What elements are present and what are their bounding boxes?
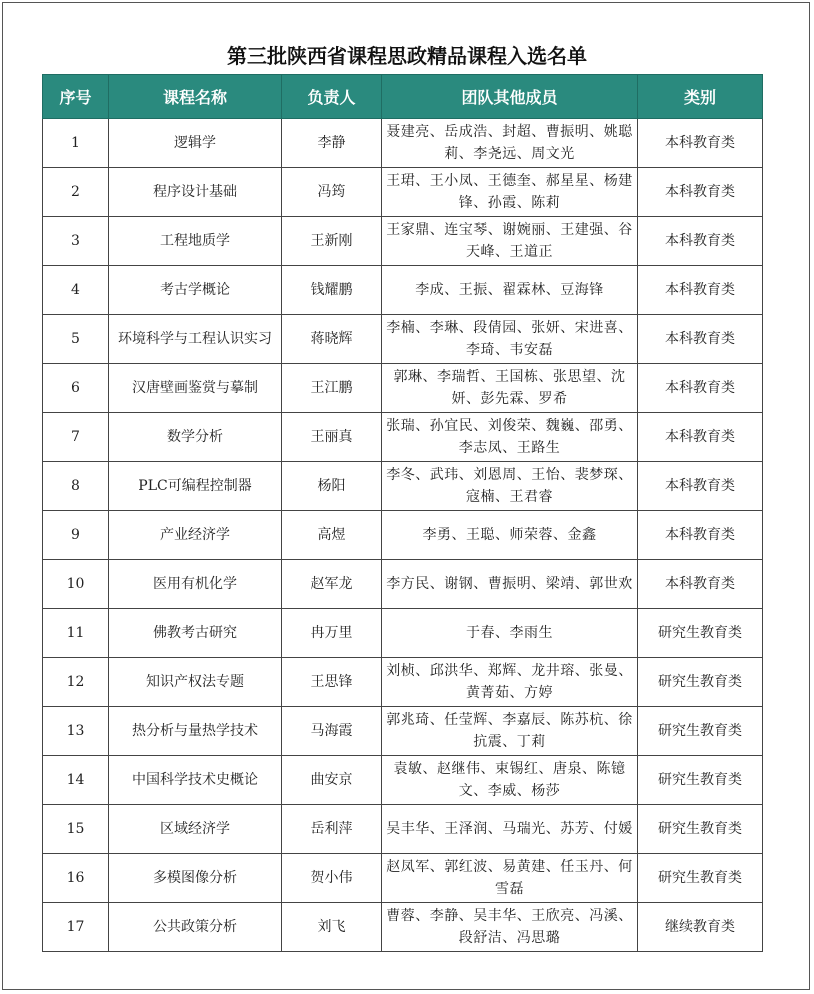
- cell-category: 研究生教育类: [638, 805, 763, 854]
- cell-category: 本科教育类: [638, 462, 763, 511]
- header-team-members: 团队其他成员: [382, 75, 638, 119]
- cell-lead: 李静: [282, 119, 382, 168]
- cell-course-name: 公共政策分析: [109, 903, 282, 952]
- cell-team-members: 郭琳、李瑞哲、王国栋、张思望、沈妍、彭先霖、罗希: [382, 364, 638, 413]
- cell-course-name: 考古学概论: [109, 266, 282, 315]
- cell-course-name: 多模图像分析: [109, 854, 282, 903]
- cell-lead: 王江鹏: [282, 364, 382, 413]
- cell-serial-number: 10: [43, 560, 109, 609]
- cell-course-name: PLC可编程控制器: [109, 462, 282, 511]
- cell-team-members: 聂建亮、岳成浩、封超、曹振明、姚聪莉、李尧远、周文光: [382, 119, 638, 168]
- cell-lead: 冯筠: [282, 168, 382, 217]
- table-row: [43, 609, 763, 658]
- table-row: [43, 854, 763, 903]
- cell-serial-number: 8: [43, 462, 109, 511]
- cell-team-members: 袁敏、赵继伟、束锡红、唐泉、陈镱文、李威、杨莎: [382, 756, 638, 805]
- header-category: 类别: [638, 75, 763, 119]
- cell-serial-number: 7: [43, 413, 109, 462]
- header-course-name: 课程名称: [109, 75, 282, 119]
- cell-serial-number: 17: [43, 903, 109, 952]
- cell-course-name: 数学分析: [109, 413, 282, 462]
- cell-category: 研究生教育类: [638, 658, 763, 707]
- cell-team-members: 李勇、王聪、师荣蓉、金鑫: [382, 511, 638, 560]
- cell-course-name: 医用有机化学: [109, 560, 282, 609]
- cell-category: 研究生教育类: [638, 707, 763, 756]
- cell-category: 本科教育类: [638, 560, 763, 609]
- cell-lead: 贺小伟: [282, 854, 382, 903]
- cell-category: 研究生教育类: [638, 854, 763, 903]
- table-row: [43, 658, 763, 707]
- cell-team-members: 刘桢、邱洪华、郑辉、龙井瑢、张曼、黄菁茹、方婷: [382, 658, 638, 707]
- table-row: [43, 560, 763, 609]
- table-row: [43, 903, 763, 952]
- cell-team-members: 郭兆琦、任莹辉、李嘉辰、陈苏杭、徐抗震、丁莉: [382, 707, 638, 756]
- cell-category: 本科教育类: [638, 364, 763, 413]
- cell-team-members: 王珺、王小凤、王德奎、郝星星、杨建锋、孙霞、陈莉: [382, 168, 638, 217]
- cell-course-name: 汉唐壁画鉴赏与摹制: [109, 364, 282, 413]
- cell-category: 本科教育类: [638, 315, 763, 364]
- cell-team-members: 赵凤军、郭红波、易黄建、任玉丹、何雪磊: [382, 854, 638, 903]
- header-lead: 负责人: [282, 75, 382, 119]
- page-title: 第三批陕西省课程思政精品课程入选名单: [227, 44, 587, 68]
- cell-category: 本科教育类: [638, 266, 763, 315]
- cell-team-members: 吴丰华、王泽润、马瑞光、苏芳、付媛: [382, 805, 638, 854]
- cell-lead: 杨阳: [282, 462, 382, 511]
- cell-serial-number: 14: [43, 756, 109, 805]
- cell-serial-number: 1: [43, 119, 109, 168]
- cell-course-name: 产业经济学: [109, 511, 282, 560]
- cell-team-members: 李方民、谢钢、曹振明、梁靖、郭世欢: [382, 560, 638, 609]
- cell-serial-number: 16: [43, 854, 109, 903]
- cell-course-name: 热分析与量热学技术: [109, 707, 282, 756]
- cell-serial-number: 6: [43, 364, 109, 413]
- table-row: [43, 168, 763, 217]
- cell-lead: 钱耀鹏: [282, 266, 382, 315]
- cell-lead: 曲安京: [282, 756, 382, 805]
- cell-category: 本科教育类: [638, 119, 763, 168]
- cell-team-members: 李楠、李琳、段倩园、张妍、宋进喜、李琦、韦安磊: [382, 315, 638, 364]
- cell-category: 本科教育类: [638, 511, 763, 560]
- cell-serial-number: 11: [43, 609, 109, 658]
- cell-course-name: 逻辑学: [109, 119, 282, 168]
- cell-course-name: 佛教考古研究: [109, 609, 282, 658]
- cell-team-members: 张瑞、孙宜民、刘俊荣、魏巍、邵勇、李志凤、王路生: [382, 413, 638, 462]
- cell-serial-number: 4: [43, 266, 109, 315]
- cell-lead: 赵军龙: [282, 560, 382, 609]
- table-row: [43, 462, 763, 511]
- table-header-row: [43, 75, 763, 119]
- cell-serial-number: 9: [43, 511, 109, 560]
- cell-team-members: 曹蓉、李静、吴丰华、王欣亮、冯溪、段舒洁、冯思璐: [382, 903, 638, 952]
- cell-course-name: 环境科学与工程认识实习: [109, 315, 282, 364]
- cell-team-members: 李成、王振、翟霖林、豆海锋: [382, 266, 638, 315]
- table-row: [43, 413, 763, 462]
- cell-category: 研究生教育类: [638, 609, 763, 658]
- table-row: [43, 511, 763, 560]
- course-table: [42, 74, 763, 952]
- table-row: [43, 707, 763, 756]
- cell-lead: 马海霞: [282, 707, 382, 756]
- cell-team-members: 王家鼎、连宝琴、谢婉丽、王建强、谷天峰、王道正: [382, 217, 638, 266]
- cell-course-name: 知识产权法专题: [109, 658, 282, 707]
- table-body: [43, 119, 763, 952]
- cell-serial-number: 12: [43, 658, 109, 707]
- table-row: [43, 364, 763, 413]
- cell-lead: 王新刚: [282, 217, 382, 266]
- cell-course-name: 工程地质学: [109, 217, 282, 266]
- cell-category: 研究生教育类: [638, 756, 763, 805]
- cell-team-members: 于春、李雨生: [382, 609, 638, 658]
- cell-serial-number: 2: [43, 168, 109, 217]
- table-row: [43, 119, 763, 168]
- cell-serial-number: 3: [43, 217, 109, 266]
- cell-category: 继续教育类: [638, 903, 763, 952]
- cell-serial-number: 13: [43, 707, 109, 756]
- table-row: [43, 756, 763, 805]
- cell-lead: 岳利萍: [282, 805, 382, 854]
- cell-course-name: 程序设计基础: [109, 168, 282, 217]
- cell-lead: 蒋晓辉: [282, 315, 382, 364]
- header-serial-number: 序号: [43, 75, 109, 119]
- cell-lead: 冉万里: [282, 609, 382, 658]
- cell-course-name: 中国科学技术史概论: [109, 756, 282, 805]
- cell-lead: 刘飞: [282, 903, 382, 952]
- table-row: [43, 217, 763, 266]
- cell-lead: 王思锋: [282, 658, 382, 707]
- cell-category: 本科教育类: [638, 168, 763, 217]
- cell-serial-number: 5: [43, 315, 109, 364]
- cell-serial-number: 15: [43, 805, 109, 854]
- cell-team-members: 李冬、武玮、刘恩周、王怡、裴梦琛、寇楠、王君睿: [382, 462, 638, 511]
- table-row: [43, 805, 763, 854]
- table-row: [43, 266, 763, 315]
- cell-category: 本科教育类: [638, 413, 763, 462]
- cell-lead: 王丽真: [282, 413, 382, 462]
- table-row: [43, 315, 763, 364]
- cell-course-name: 区域经济学: [109, 805, 282, 854]
- cell-lead: 高煜: [282, 511, 382, 560]
- cell-category: 本科教育类: [638, 217, 763, 266]
